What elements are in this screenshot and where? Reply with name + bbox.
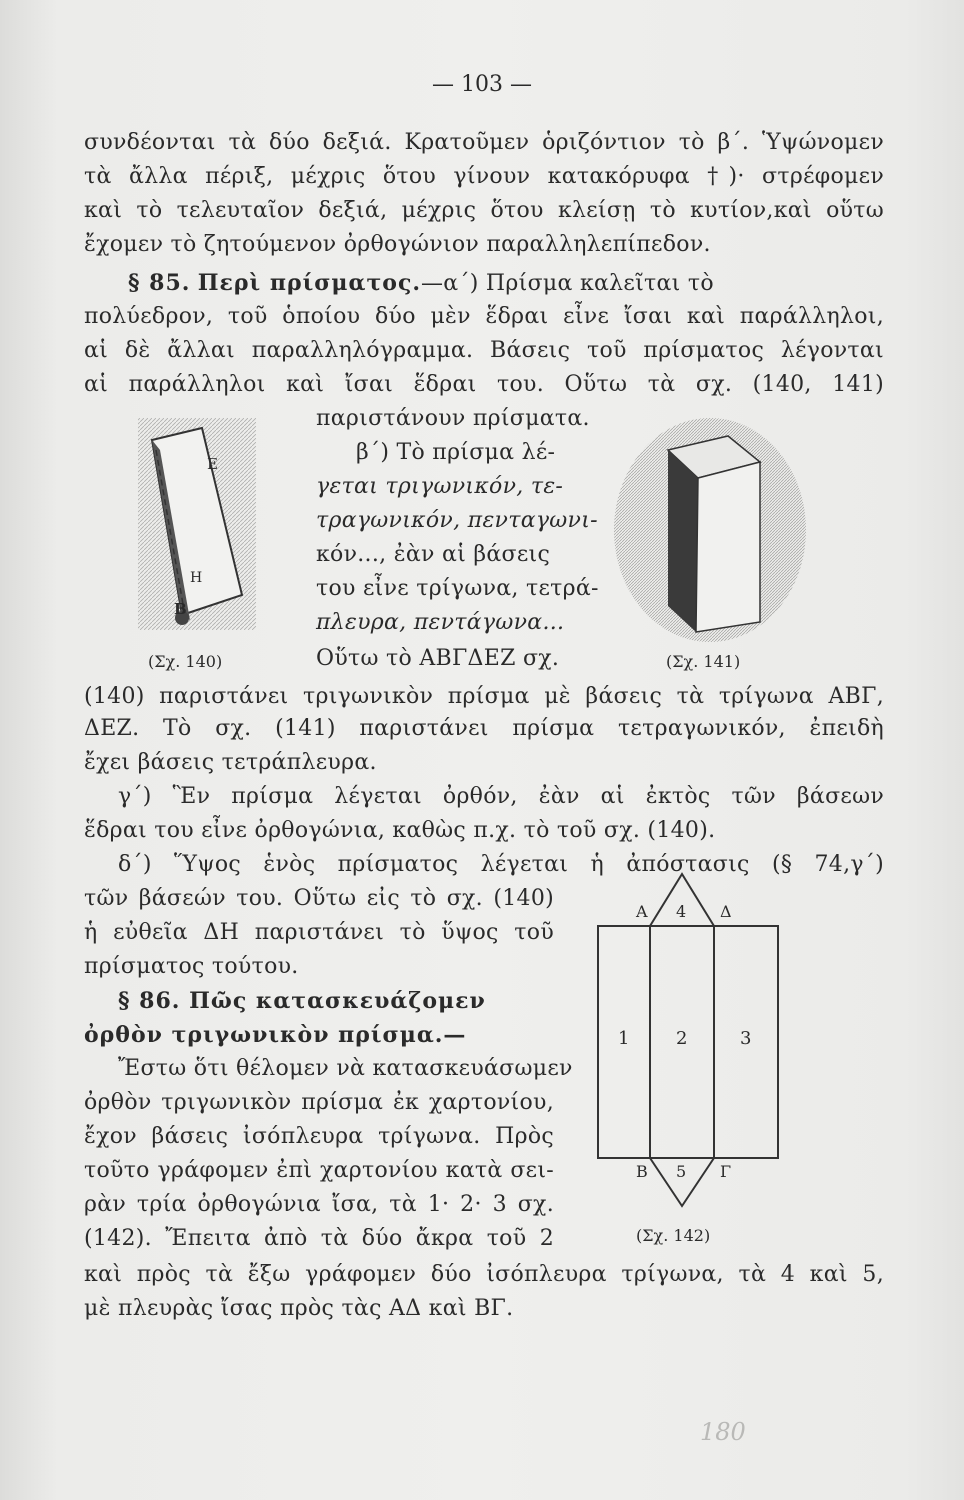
section-85-heading (128, 270, 714, 297)
text-line: ρὰν τρία ὀρθογώνια ἴσα, τὰ 1· 2· 3 σχ. (84, 1192, 554, 1217)
text-line: (140) παριστάνει τριγωνικὸν πρίσμα μὲ βάσεις τὰ τρίγωνα ΑΒΓ, (84, 684, 884, 709)
text-line: Ἔστω ὅτι θέλομεν νὰ κατασκευάσωμεν (118, 1056, 573, 1081)
figure-140-triangular-prism (132, 410, 262, 635)
text-line: τοῦτο γράφομεν ἐπὶ χαρτονίου κατὰ σει- (84, 1158, 554, 1183)
text-line: ἕδραι του εἶνε ὀρθογώνια, καθὼς π.χ. τὸ τοῦ σχ. (140). (84, 818, 716, 843)
page-number: — 103 — (432, 72, 532, 97)
text-line: πολύεδρον, τοῦ ὁποίου δύο μὲν ἕδραι εἶνε ἴσαι καὶ παράλληλοι, (84, 304, 884, 329)
text-line: πλευρα, πεντάγωνα... (316, 610, 565, 635)
text-line: γ΄) Ἓν πρίσμα λέγεται ὀρθόν, ἐὰν αἱ ἐκτὸς τῶν βάσεων (118, 784, 884, 809)
margin-note: 180 (700, 1418, 746, 1446)
figure-141-caption: (Σχ. 141) (666, 652, 741, 671)
figure-140-caption: (Σχ. 140) (148, 652, 223, 671)
text-line: ἡ εὐθεῖα ΔΗ παριστάνει τὸ ὕψος τοῦ (84, 920, 554, 945)
section-title: Περὶ πρίσματος. (197, 270, 421, 296)
figure-142-caption: (Σχ. 142) (636, 1226, 711, 1245)
net-face-number: 5 (676, 1162, 687, 1181)
net-face-number: 2 (676, 1028, 688, 1049)
net-vertex-label: Β (636, 1162, 648, 1181)
figure-label: Η (190, 570, 203, 586)
text-line: ἔχει βάσεις τετράπλευρα. (84, 750, 377, 775)
figure-label: Β (174, 600, 187, 618)
text-line: κόν..., ἐὰν αἱ βάσεις (316, 542, 551, 567)
text-line: (142). Ἔπειτα ἀπὸ τὰ δύο ἄκρα τοῦ 2 (84, 1226, 554, 1251)
text-line: τὰ ἄλλα πέριξ, μέχρις ὅτου γίνουν κατακόρυφα †)· στρέφομεν (84, 164, 884, 189)
text-line: ὀρθὸν τριγωνικὸν πρίσμα ἐκ χαρτονίου, (84, 1090, 554, 1115)
text-line: ΔΕΖ. Τὸ σχ. (141) παριστάνει πρίσμα τετραγωνικόν, ἐπειδὴ (84, 716, 884, 741)
text-line: συνδέονται τὰ δύο δεξιά. Κρατοῦμεν ὁριζόντιον τὸ β΄. Ὑψώνομεν (84, 130, 884, 155)
text-line: καὶ τὸ τελευταῖον δεξιά, μέχρις ὅτου κλείσῃ τὸ κυτίον,καὶ οὕτω (84, 198, 884, 223)
section-86-heading: § 86. Πῶς κατασκευάζομεν (118, 988, 486, 1014)
text-line: γεται τριγωνικόν, τε- (316, 474, 564, 499)
text-line: μὲ πλευρὰς ἴσας πρὸς τὰς ΑΔ καὶ ΒΓ. (84, 1296, 514, 1321)
text-line: ἔχομεν τὸ ζητούμενον ὀρθογώνιον παραλληλεπίπεδον. (84, 232, 711, 257)
figure-label: Ε (207, 455, 218, 473)
net-vertex-label: Δ (720, 902, 732, 921)
figure-142-prism-net (590, 868, 790, 1228)
section-text: —α΄) Πρίσμα καλεῖται τὸ (421, 271, 714, 296)
figure-141-quadrangular-prism (610, 410, 810, 650)
text-line: αἱ παράλληλοι καὶ ἴσαι ἕδραι του. Οὕτω τὰ σχ. (140, 141) (84, 372, 884, 397)
text-line: του εἶνε τρίγωνα, τετρά- (316, 576, 599, 601)
text-line: αἱ δὲ ἄλλαι παραλληλόγραμμα. Βάσεις τοῦ πρίσματος λέγονται (84, 338, 884, 363)
text-line: πρίσματος τούτου. (84, 954, 299, 979)
text-line: ἔχον βάσεις ἰσόπλευρα τρίγωνα. Πρὸς (84, 1124, 554, 1149)
section-86-heading: ὀρθὸν τριγωνικὸν πρίσμα.— (84, 1022, 467, 1048)
net-vertex-label: Γ (720, 1162, 732, 1181)
net-face-number: 4 (676, 902, 687, 921)
text-line: δ΄) Ὕψος ἑνὸς πρίσματος λέγεται ἡ ἀπόστασις (§ 74,γ΄) (118, 852, 884, 877)
text-line: Οὕτω τὸ ΑΒΓΔΕΖ σχ. (316, 646, 560, 671)
net-face-number: 3 (740, 1028, 752, 1049)
section-number: § 85. (128, 270, 191, 296)
net-face-number: 1 (618, 1028, 630, 1049)
text-line: παριστάνουν πρίσματα. (316, 406, 590, 431)
text-line: καὶ πρὸς τὰ ἔξω γράφομεν δύο ἰσόπλευρα τρίγωνα, τὰ 4 καὶ 5, (84, 1262, 884, 1287)
text-line: β΄) Τὸ πρίσμα λέ- (356, 440, 556, 465)
text-line: τῶν βάσεών του. Οὕτω εἰς τὸ σχ. (140) (84, 886, 554, 911)
net-vertex-label: Α (636, 902, 648, 921)
text-line: τραγωνικόν, πενταγωνι- (316, 508, 598, 533)
